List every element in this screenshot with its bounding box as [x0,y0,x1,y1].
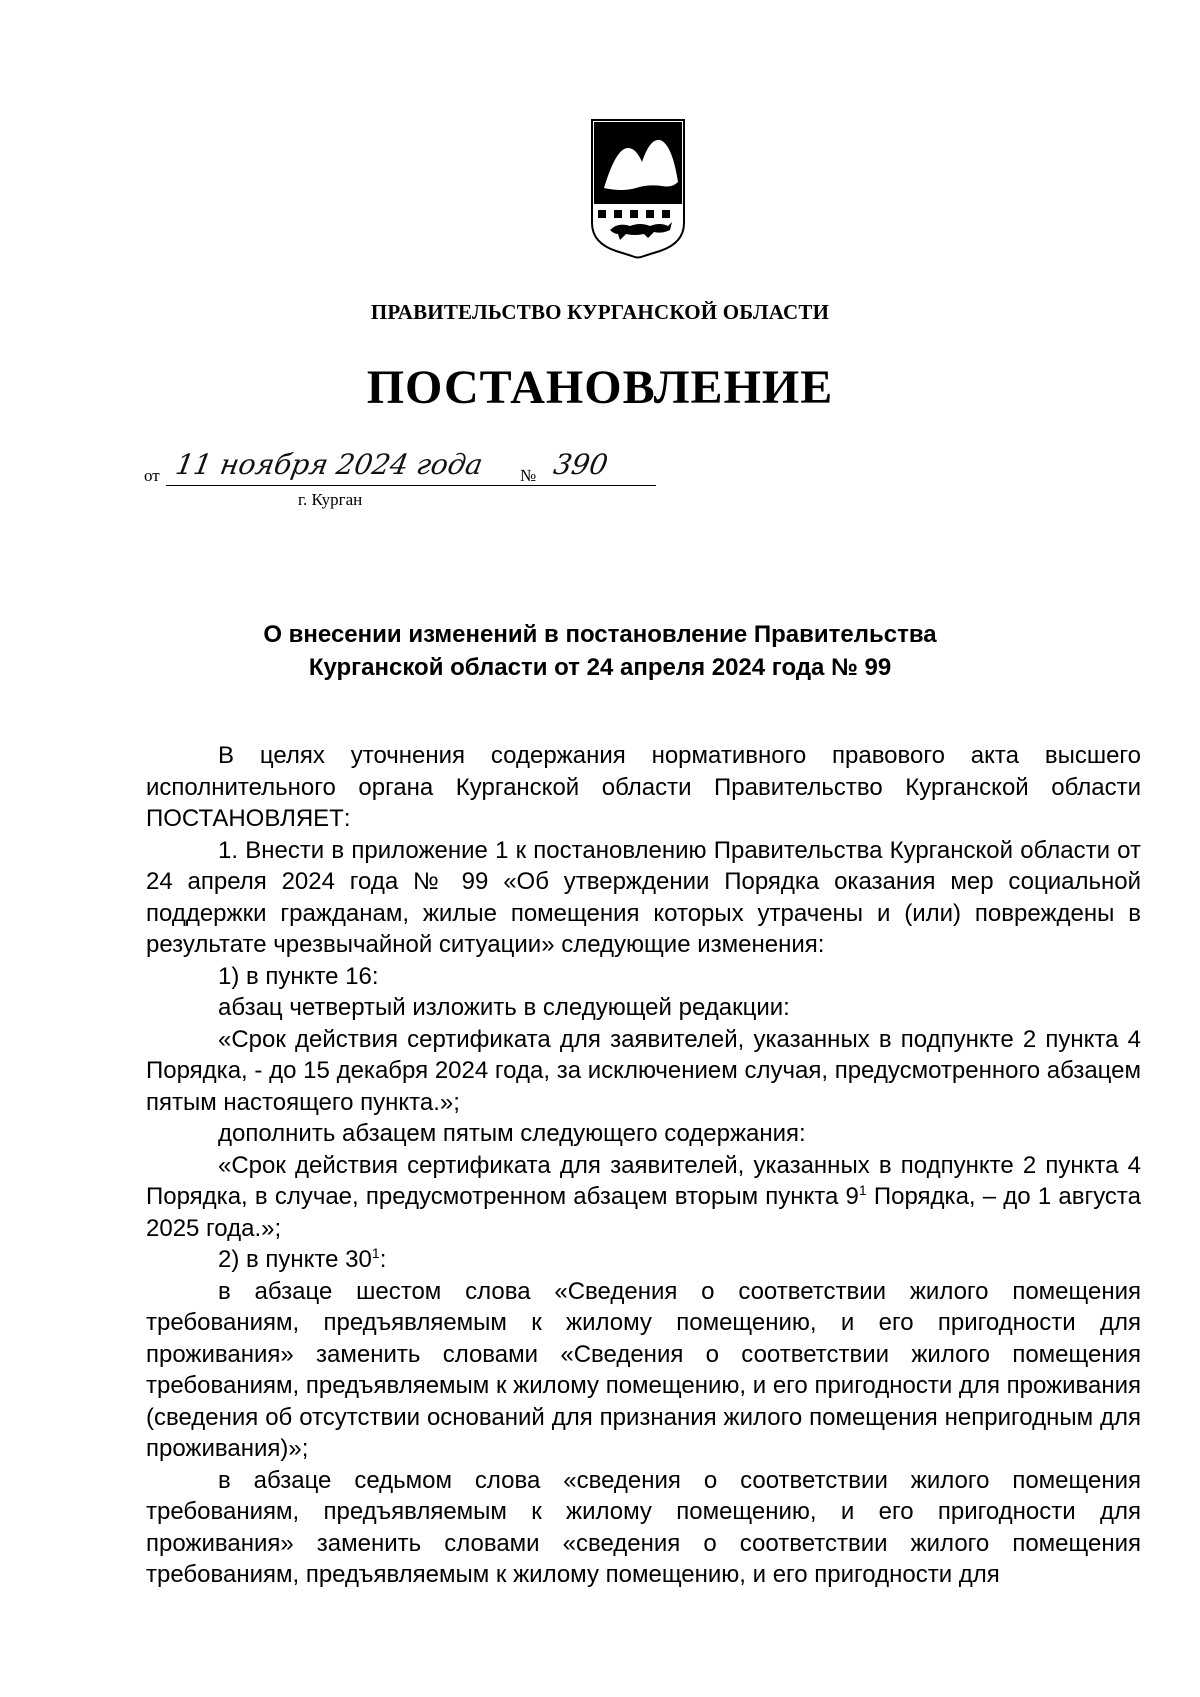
organization-name: ПРАВИТЕЛЬСТВО КУРГАНСКОЙ ОБЛАСТИ [370,300,830,324]
new-paragraph-4-text: «Срок действия сертификата для заявителей, указанных в подпункте 2 пункта 4 Порядка, - до 15 декабря 2024 года, за исключением случая, предусмотренного абзацем пятым настоящего пункта.»; [146,1025,1141,1116]
handwritten-date: 11 ноября 2024 года [173,448,486,481]
sixth-paragraph-change: в абзаце шестом слова «Сведения о соответствии жилого помещения требованиям, предъявляемым к жилому помещению, и его пригодности для проживания» заменить словами «Сведения о соответствии жилого помещения требованиям, предъявляемым к жилому помещению, и его пригодности для проживания (сведения об отсутствии оснований для признания жилого помещения непригодным для проживания)»; [146,1277,1141,1462]
p7-superscript: 1 [858,1182,867,1198]
title-line-1: О внесении изменений в постановление Правительства [263,621,937,648]
number-underline [546,485,634,486]
date-number-line [144,448,664,508]
p7-part-b: Порядка, – до 1 августа 2025 года.»; [146,1183,1141,1242]
p7-part-a: «Срок действия сертификата для заявителей, указанных в подпункте 2 пункта 4 Порядка, в случае, предусмотренном абзацем вторым пункта 9 [146,1151,1141,1210]
p8-part-a: 2) в пункте 30 [218,1246,372,1273]
title-line-2: Курганской области от 24 апреля 2024 года № 99 [308,654,892,681]
item-1-paragraph: 1. Внести в приложение 1 к постановлению Правительства Курганской области от 24 апреля 2024 года № 99 «Об утверждении Порядка оказания мер социальной поддержки гражданам, жилые помещения которых утрачены и (или) повреждены в результате чрезвычайной ситуации» следующие изменения: [146,836,1141,958]
preamble-paragraph: В целях уточнения содержания нормативного правового акта высшего исполнительного органа Курганской области Правительство Курганской области ПОСТАНОВЛЯЕТ: [146,742,1141,832]
subitem-2-paragraph [146,1244,1141,1276]
document-type: ПОСТАНОВЛЕНИЕ [366,361,834,414]
paragraph-4th-instruction: абзац четвертый изложить в следующей редакции: [218,994,790,1021]
seventh-paragraph-change: в абзаце седьмом слова «сведения о соответствии жилого помещения требованиям, предъявляемым к жилому помещению, и его пригодности для проживания» заменить словами «сведения о соответствии жилого помещения требованиям, предъявляемым к жилому помещению, и его пригодности для [146,1466,1141,1588]
document-title [0,618,1200,684]
coat-of-arms-emblem [588,118,688,268]
city-name: г. Курган [298,490,363,509]
number-label: № [520,466,537,485]
from-label: от [144,466,160,485]
new-paragraph-5-text [146,1150,1141,1245]
p8-part-b: : [379,1246,387,1273]
p8-superscript: 1 [371,1245,380,1261]
paragraph-5th-instruction: дополнить абзацем пятым следующего содержания: [218,1120,806,1147]
handwritten-number: 390 [551,448,611,481]
subitem-1-paragraph: 1) в пункте 16: [218,962,379,990]
document-body [146,740,1141,1591]
